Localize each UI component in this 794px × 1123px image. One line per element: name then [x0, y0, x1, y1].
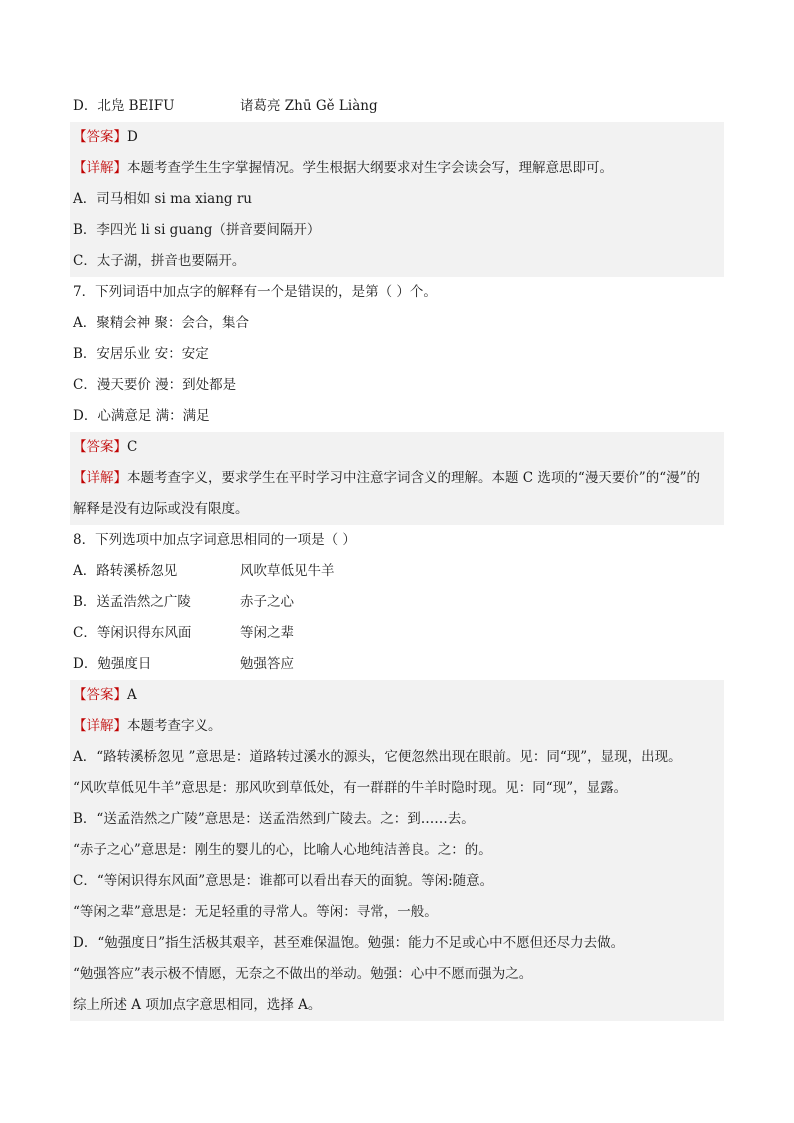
explanation-line: 【详解】本题考查字义，要求学生在平时学习中注意字词含义的理解。本题 C 选项的“漫天要价”的“漫”的 — [70, 463, 724, 494]
answer-line: 【答案】C — [70, 432, 724, 463]
explanation-line: 【详解】本题考查字义。 — [70, 711, 724, 742]
explanation-line: C．“等闲识得东风面”意思是：谁都可以看出春天的面貌。等闲:随意。 — [70, 866, 724, 897]
explanation-line: B．李四光 li si guang（拼音要间隔开） — [70, 215, 724, 246]
option-line: C．等闲识得东风面 等闲之辈 — [73, 625, 294, 641]
answer-tag: 【答案】 — [73, 129, 127, 145]
explanation-line: A．司马相如 si ma xiang ru — [70, 184, 724, 215]
explanation-line: “等闲之辈”意思是：无足轻重的寻常人。等闲：寻常，一般。 — [70, 897, 724, 928]
answer-tag: 【答案】 — [73, 687, 127, 703]
option-line: D．心满意足 满：满足 — [73, 408, 210, 424]
explanation-line: 解释是没有边际或没有限度。 — [70, 494, 724, 525]
question-line: 7．下列词语中加点字的解释有一个是错误的，是第（ ）个。 — [73, 284, 437, 300]
explanation-line: D．“勉强度日”指生活极其艰辛，甚至难保温饱。勉强：能力不足或心中不愿但还尽力去做。 — [70, 928, 724, 959]
option-line: B．送孟浩然之广陵 赤子之心 — [73, 594, 294, 610]
explanation-line: “赤子之心”意思是：刚生的婴儿的心，比喻人心地纯洁善良。之：的。 — [70, 835, 724, 866]
question-line: 8．下列选项中加点字词意思相同的一项是（ ） — [73, 532, 356, 548]
answer-line: 【答案】A — [70, 680, 724, 711]
option-line: D．勉强度日 勉强答应 — [73, 656, 294, 672]
explanation-tag: 【详解】 — [73, 470, 127, 486]
answer-tag: 【答案】 — [73, 439, 127, 455]
explanation-line: “风吹草低见牛羊”意思是：那风吹到草低处，有一群群的牛羊时隐时现。见：同“现”，显露。 — [70, 773, 724, 804]
option-line: C．漫天要价 漫：到处都是 — [73, 377, 237, 393]
answer-line: 【答案】D — [70, 122, 724, 153]
option-line: A．路转溪桥忽见 风吹草低见牛羊 — [73, 563, 335, 579]
explanation-line: “勉强答应”表示极不情愿，无奈之不做出的举动。勉强：心中不愿而强为之。 — [70, 959, 724, 990]
explanation-line: A．“路转溪桥忽见 ”意思是：道路转过溪水的源头，它便忽然出现在眼前。见：同“现”，显现，出现。 — [70, 742, 724, 773]
explanation-tag: 【详解】 — [73, 160, 127, 176]
option-line: B．安居乐业 安：安定 — [73, 346, 209, 362]
explanation-line: C．太子湖，拼音也要隔开。 — [70, 246, 724, 277]
explanation-line: 【详解】本题考查学生生字掌握情况。学生根据大纲要求对生字会读会写，理解意思即可。 — [70, 153, 724, 184]
conclusion-line: 综上所述 A 项加点字意思相同，选择 A。 — [70, 990, 724, 1021]
explanation-line: B．“送孟浩然之广陵”意思是：送孟浩然到广陵去。之：到……去。 — [70, 804, 724, 835]
document-page — [70, 91, 724, 1021]
explanation-tag: 【详解】 — [73, 718, 127, 734]
option-line: D．北凫 BEIFU 诸葛亮 Zhū Gě Liàng — [73, 98, 378, 114]
option-line: A．聚精会神 聚：会合，集合 — [73, 315, 250, 331]
